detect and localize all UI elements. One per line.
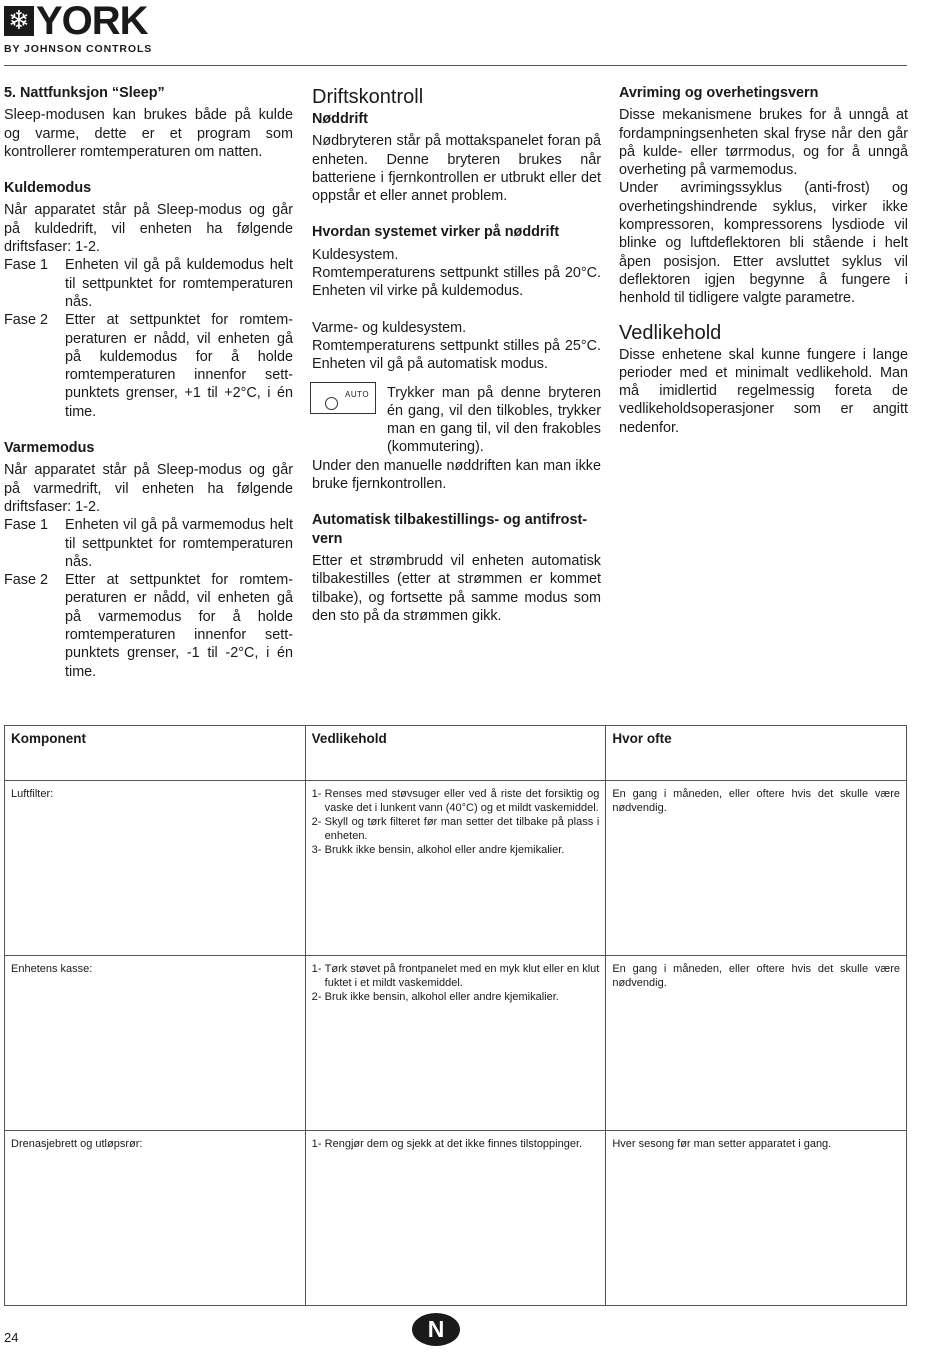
fase-text: Etter at settpunktet for romtemperaturen er nådd, vil enheten gå på varmemodus for å holde romtemperaturen innenfor settpunktets grenser, -1 til -2°C, i én time. bbox=[65, 572, 293, 680]
item-text: Tørk støvet på frontpanelet med en myk klut eller en klut fuktet i et mildt vaskemiddel. bbox=[324, 963, 600, 989]
auto-button-section bbox=[312, 376, 601, 457]
snowflake-icon: ❄ bbox=[4, 6, 34, 36]
table-header-row bbox=[5, 726, 907, 781]
sleep-heading: 5. Nattfunksjon “Sleep” bbox=[4, 85, 165, 101]
item-number: 2- bbox=[311, 816, 322, 828]
item-number: 1- bbox=[311, 963, 322, 975]
brand-name: YORK bbox=[36, 0, 148, 43]
list-item bbox=[312, 787, 600, 815]
header-komponent: Komponent bbox=[5, 726, 306, 781]
varmesystem-text: Romtemperaturens settpunkt stilles på 25°C. Enheten vil gå på automatisk modus. bbox=[312, 337, 601, 373]
item-text: Renses med støvsuger eller ved å riste det forsiktig og vaske det i lunkent vann (40°C) og et mildt vaskemiddel. bbox=[324, 788, 600, 814]
avriming-heading: Avriming og overhetingsvern bbox=[619, 85, 819, 101]
maintenance-cell bbox=[305, 781, 606, 956]
reset-heading: Automatisk tilbakestillings- og antifrost-vern bbox=[312, 512, 588, 547]
language-badge: N bbox=[412, 1313, 460, 1346]
component-cell: Luftfilter: bbox=[5, 781, 306, 956]
frequency-cell: En gang i måneden, eller oftere hvis det skulle være nødvendig. bbox=[606, 781, 907, 956]
table-row bbox=[5, 781, 907, 956]
item-number: 3- bbox=[311, 844, 322, 856]
noddrift-paragraph: Nødbryteren står på mottakspanelet foran på enheten. Denne bryteren brukes når batteriene i fjernkontrollen er utbrukt eller det oppstår et eller annet problem. bbox=[312, 133, 601, 205]
kuldemodus-heading: Kuldemodus bbox=[4, 180, 92, 197]
fase-label: Fase 1 bbox=[4, 517, 48, 534]
list-item bbox=[312, 815, 600, 843]
fase-label: Fase 2 bbox=[4, 572, 48, 589]
fase-label: Fase 2 bbox=[4, 312, 48, 329]
page-number: 24 bbox=[4, 1330, 19, 1345]
table-row bbox=[5, 956, 907, 1131]
component-cell: Drenasjebrett og utløpsrør: bbox=[5, 1131, 306, 1306]
list-item bbox=[312, 1137, 600, 1151]
component-cell: Enhetens kasse: bbox=[5, 956, 306, 1131]
varmemodus-heading: Varmemodus bbox=[4, 440, 95, 457]
brand-subtitle: BY JOHNSON CONTROLS bbox=[4, 43, 153, 55]
item-number: 2- bbox=[311, 991, 322, 1003]
list-item bbox=[312, 962, 600, 990]
auto-text: Trykker man på denne bryteren én gang, vil den tilkobles, trykker man en gang til, vil den frakobles (kommutering). bbox=[387, 384, 601, 456]
item-number: 1- bbox=[311, 788, 322, 800]
column-driftskontroll bbox=[312, 84, 601, 625]
kulde-fase-1 bbox=[4, 256, 293, 311]
item-text: Rengjør dem og sjekk at det ikke finnes tilstoppinger. bbox=[324, 1138, 583, 1150]
auto-label: AUTO bbox=[345, 389, 370, 399]
fase-text: Enheten vil gå på kuldemodus helt til settpunktet for romtemperaturen nås. bbox=[65, 257, 293, 310]
kulde-fase-2 bbox=[4, 311, 293, 421]
maintenance-cell bbox=[305, 956, 606, 1131]
frequency-cell: Hver sesong før man setter apparatet i gang. bbox=[606, 1131, 907, 1306]
list-item bbox=[312, 843, 600, 857]
varme-fase-2 bbox=[4, 571, 293, 681]
maintenance-cell bbox=[305, 1131, 606, 1306]
avriming-paragraph-2: Under avrimingssyklus (anti-frost) og overhetingshindrende syklus, virker ikke kompressoren, kompressorens lysdiode vil blinke og luftdeflektoren bli stående i helt åpen posisjon. Etter avsluttet syklus vil deflektoren igjen begynne å fungere i henhold til tidligere valgte parametre. bbox=[619, 180, 908, 307]
auto-button-illustration bbox=[310, 382, 376, 414]
varme-fase-1 bbox=[4, 516, 293, 571]
driftskontroll-heading: Driftskontroll bbox=[312, 86, 424, 108]
column-sleep bbox=[4, 84, 293, 681]
list-item bbox=[312, 990, 600, 1004]
how-system-heading: Hvordan systemet virker på nøddrift bbox=[312, 224, 560, 241]
item-number: 1- bbox=[311, 1138, 322, 1150]
fase-text: Etter at settpunktet for romtemperaturen er nådd, vil enheten gå på kuldemodus for å holde romtemperaturen innenfor settpunktets grenser, +1 til +2°C, i én time. bbox=[65, 312, 293, 420]
avriming-paragraph-1: Disse mekanismene brukes for å unngå at fordampningsenheten skal fryse når den går på kulde- eller tørrmodus, og for å unngå overheting på varmemodus. bbox=[619, 107, 908, 179]
maintenance-table bbox=[4, 725, 907, 1306]
varmemodus-paragraph: Når apparatet står på Sleep-modus og går på varmedrift, vil enheten ha følgende driftsfaser: 1-2. bbox=[4, 462, 293, 515]
frequency-cell: En gang i måneden, eller oftere hvis det skulle være nødvendig. bbox=[606, 956, 907, 1131]
york-logo bbox=[4, 0, 153, 55]
item-text: Skyll og tørk filteret før man setter det tilbake på plass i enheten. bbox=[324, 816, 600, 842]
button-circle-icon bbox=[325, 397, 338, 410]
varmesystem-label: Varme- og kuldesystem. bbox=[312, 319, 467, 336]
header-hvor-ofte: Hvor ofte bbox=[606, 726, 907, 781]
fase-text: Enheten vil gå på varmemodus helt til settpunktet for romtemperaturen nås. bbox=[65, 517, 293, 570]
noddrift-heading: Nøddrift bbox=[312, 111, 368, 127]
kuldesystem-label: Kuldesystem. bbox=[312, 246, 399, 263]
kuldesystem-text: Romtemperaturens settpunkt stilles på 20°C. Enheten vil virke på kuldemodus. bbox=[312, 265, 601, 300]
item-text: Brukk ikke bensin, alkohol eller andre kjemikalier. bbox=[324, 844, 565, 856]
manual-paragraph: Under den manuelle nøddriften kan man ikke bruke fjernkontrollen. bbox=[312, 457, 601, 493]
vedlikehold-heading: Vedlikehold bbox=[619, 321, 722, 344]
kuldemodus-paragraph: Når apparatet står på Sleep-modus og går på kuldedrift, vil enheten ha følgende driftsfaser: 1-2. bbox=[4, 202, 293, 256]
reset-paragraph: Etter et strømbrudd vil enheten automatisk tilbakestilles (etter at strømmen er kommet tilbake), og fortsette på samme modus som den sto på da strømmen gikk. bbox=[312, 552, 601, 624]
item-text: Bruk ikke bensin, alkohol eller andre kjemikalier. bbox=[324, 991, 559, 1003]
column-avriming bbox=[619, 84, 908, 437]
sleep-paragraph: Sleep-modusen kan brukes både på kulde og varme, dette er et program som kontrollerer romtemperaturen om natten. bbox=[4, 107, 293, 160]
fase-label: Fase 1 bbox=[4, 257, 48, 274]
vedlikehold-paragraph: Disse enhetene skal kunne fungere i lange perioder med et minimalt vedlikehold. Man må imidlertid regelmessig foreta de vedlikeholdsoperasjoner som er angitt nedenfor. bbox=[619, 346, 908, 436]
header-vedlikehold: Vedlikehold bbox=[305, 726, 606, 781]
header-divider bbox=[4, 65, 907, 66]
table-row bbox=[5, 1131, 907, 1306]
